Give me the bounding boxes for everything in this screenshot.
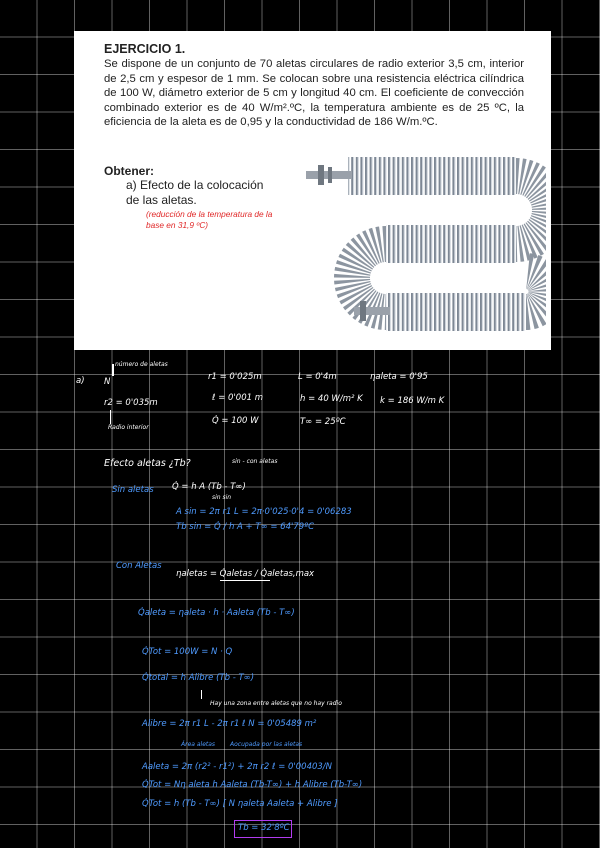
- given-Q: Q̇ = 100 W: [212, 416, 259, 426]
- free-area-annot-2: Aocupada por las aletas: [230, 741, 303, 748]
- result-tb: Tb = 32'8ºC: [238, 823, 290, 833]
- answer-note: (reducción de la temperatura de la base en 31,9 ºC): [146, 209, 273, 230]
- given-thickness: ℓ = 0'001 m: [212, 393, 263, 403]
- arrow-stem: [201, 690, 202, 699]
- item-a-label: a): [76, 376, 85, 386]
- area-no-fins: A sin = 2π r1 L = 2π·0'025·0'4 = 0'06283: [176, 507, 352, 517]
- exercise-title: EJERCICIO 1.: [104, 42, 186, 56]
- no-fins-label: Sin aletas: [112, 485, 154, 495]
- effect-heading: Efecto aletas ¿Tb?: [104, 458, 191, 469]
- total-heat-sum-eq: Q̇Tot = Nη aleta h Aaleta (Tb-T∞) + h Alibre (Tb-T∞): [142, 780, 363, 790]
- fins-N: N: [104, 377, 111, 387]
- annotation-tick-2: [110, 410, 111, 424]
- total-heat-factored-eq: Q̇Tot = h (Tb - T∞) [ N ηaleta Aaleta + Alibre ]: [142, 799, 338, 809]
- with-fins-label: Con Aletas: [116, 561, 162, 571]
- free-zone-note: Hay una zona entre aletas que no hay radio: [210, 700, 342, 707]
- radius-annotation: Radio interior: [108, 424, 149, 431]
- given-eta: ηaleta = 0'95: [370, 372, 428, 382]
- given-Tinf: T∞ = 25ºC: [300, 417, 346, 427]
- exercise-card: [74, 31, 551, 350]
- annotation-tick: [112, 364, 114, 376]
- given-r1: r1 = 0'025m: [208, 372, 262, 382]
- given-L: L = 0'4m: [298, 372, 337, 382]
- free-area-eq: Alibre = 2π r1 L - 2π r1 ℓ N = 0'05489 m²: [142, 719, 317, 729]
- free-area-annot-1: Área aletas: [181, 741, 216, 748]
- exercise-statement: Se dispone de un conjunto de 70 aletas circulares de radio exterior 3,5 cm, interior de 2,5 cm y espesor de 1 mm. Se colocan sobre una resistencia eléctrica cilíndrica de 100 W, diámetro exterior de 5 cm y longitud 40 cm. El coeficiente de convección combinado exterior es de 40 W/m².ºC, la temperatura ambiente es de 25 ºC, la eficiencia de la aleta es de 0,95 y la conductividad de 186 W/m.ºC.: [104, 58, 524, 129]
- fin-heat-eq: Q̇aleta = ηaleta · h · Aaleta (Tb - T∞): [138, 608, 295, 618]
- effect-annotation: sin - con aletas: [232, 458, 278, 465]
- fins-annotation: número de aletas: [115, 361, 168, 368]
- fin-area-eq: Aaleta = 2π (r2² - r1²) + 2π r2 ℓ = 0'00403/N: [142, 762, 333, 772]
- fraction-bar: [220, 580, 270, 581]
- no-fins-equation: Q̇ = h A (Tb - T∞): [172, 482, 246, 492]
- given-r2: r2 = 0'035m: [104, 398, 158, 408]
- given-k: k = 186 W/m K: [380, 396, 445, 406]
- item-a: a) Efecto de la colocación de las aletas.: [126, 178, 264, 207]
- given-h: h = 40 W/m² K: [300, 394, 363, 404]
- no-fins-annotation: sin sin: [212, 494, 232, 501]
- fin-efficiency-eq: ηaletas = Q̇aletas / Q̇aletas,max: [176, 569, 315, 579]
- finned-heater-image: [296, 151, 546, 341]
- total-heat-eq: Q̇Tot = 100W = N · Q: [142, 647, 233, 657]
- free-area-heat-eq: Q̇total = h Alibre (Tb - T∞): [142, 673, 255, 683]
- obtain-heading: Obtener:: [104, 164, 155, 178]
- tb-no-fins: Tb sin = Q̇ / h A + T∞ = 64'79ºC: [176, 522, 315, 532]
